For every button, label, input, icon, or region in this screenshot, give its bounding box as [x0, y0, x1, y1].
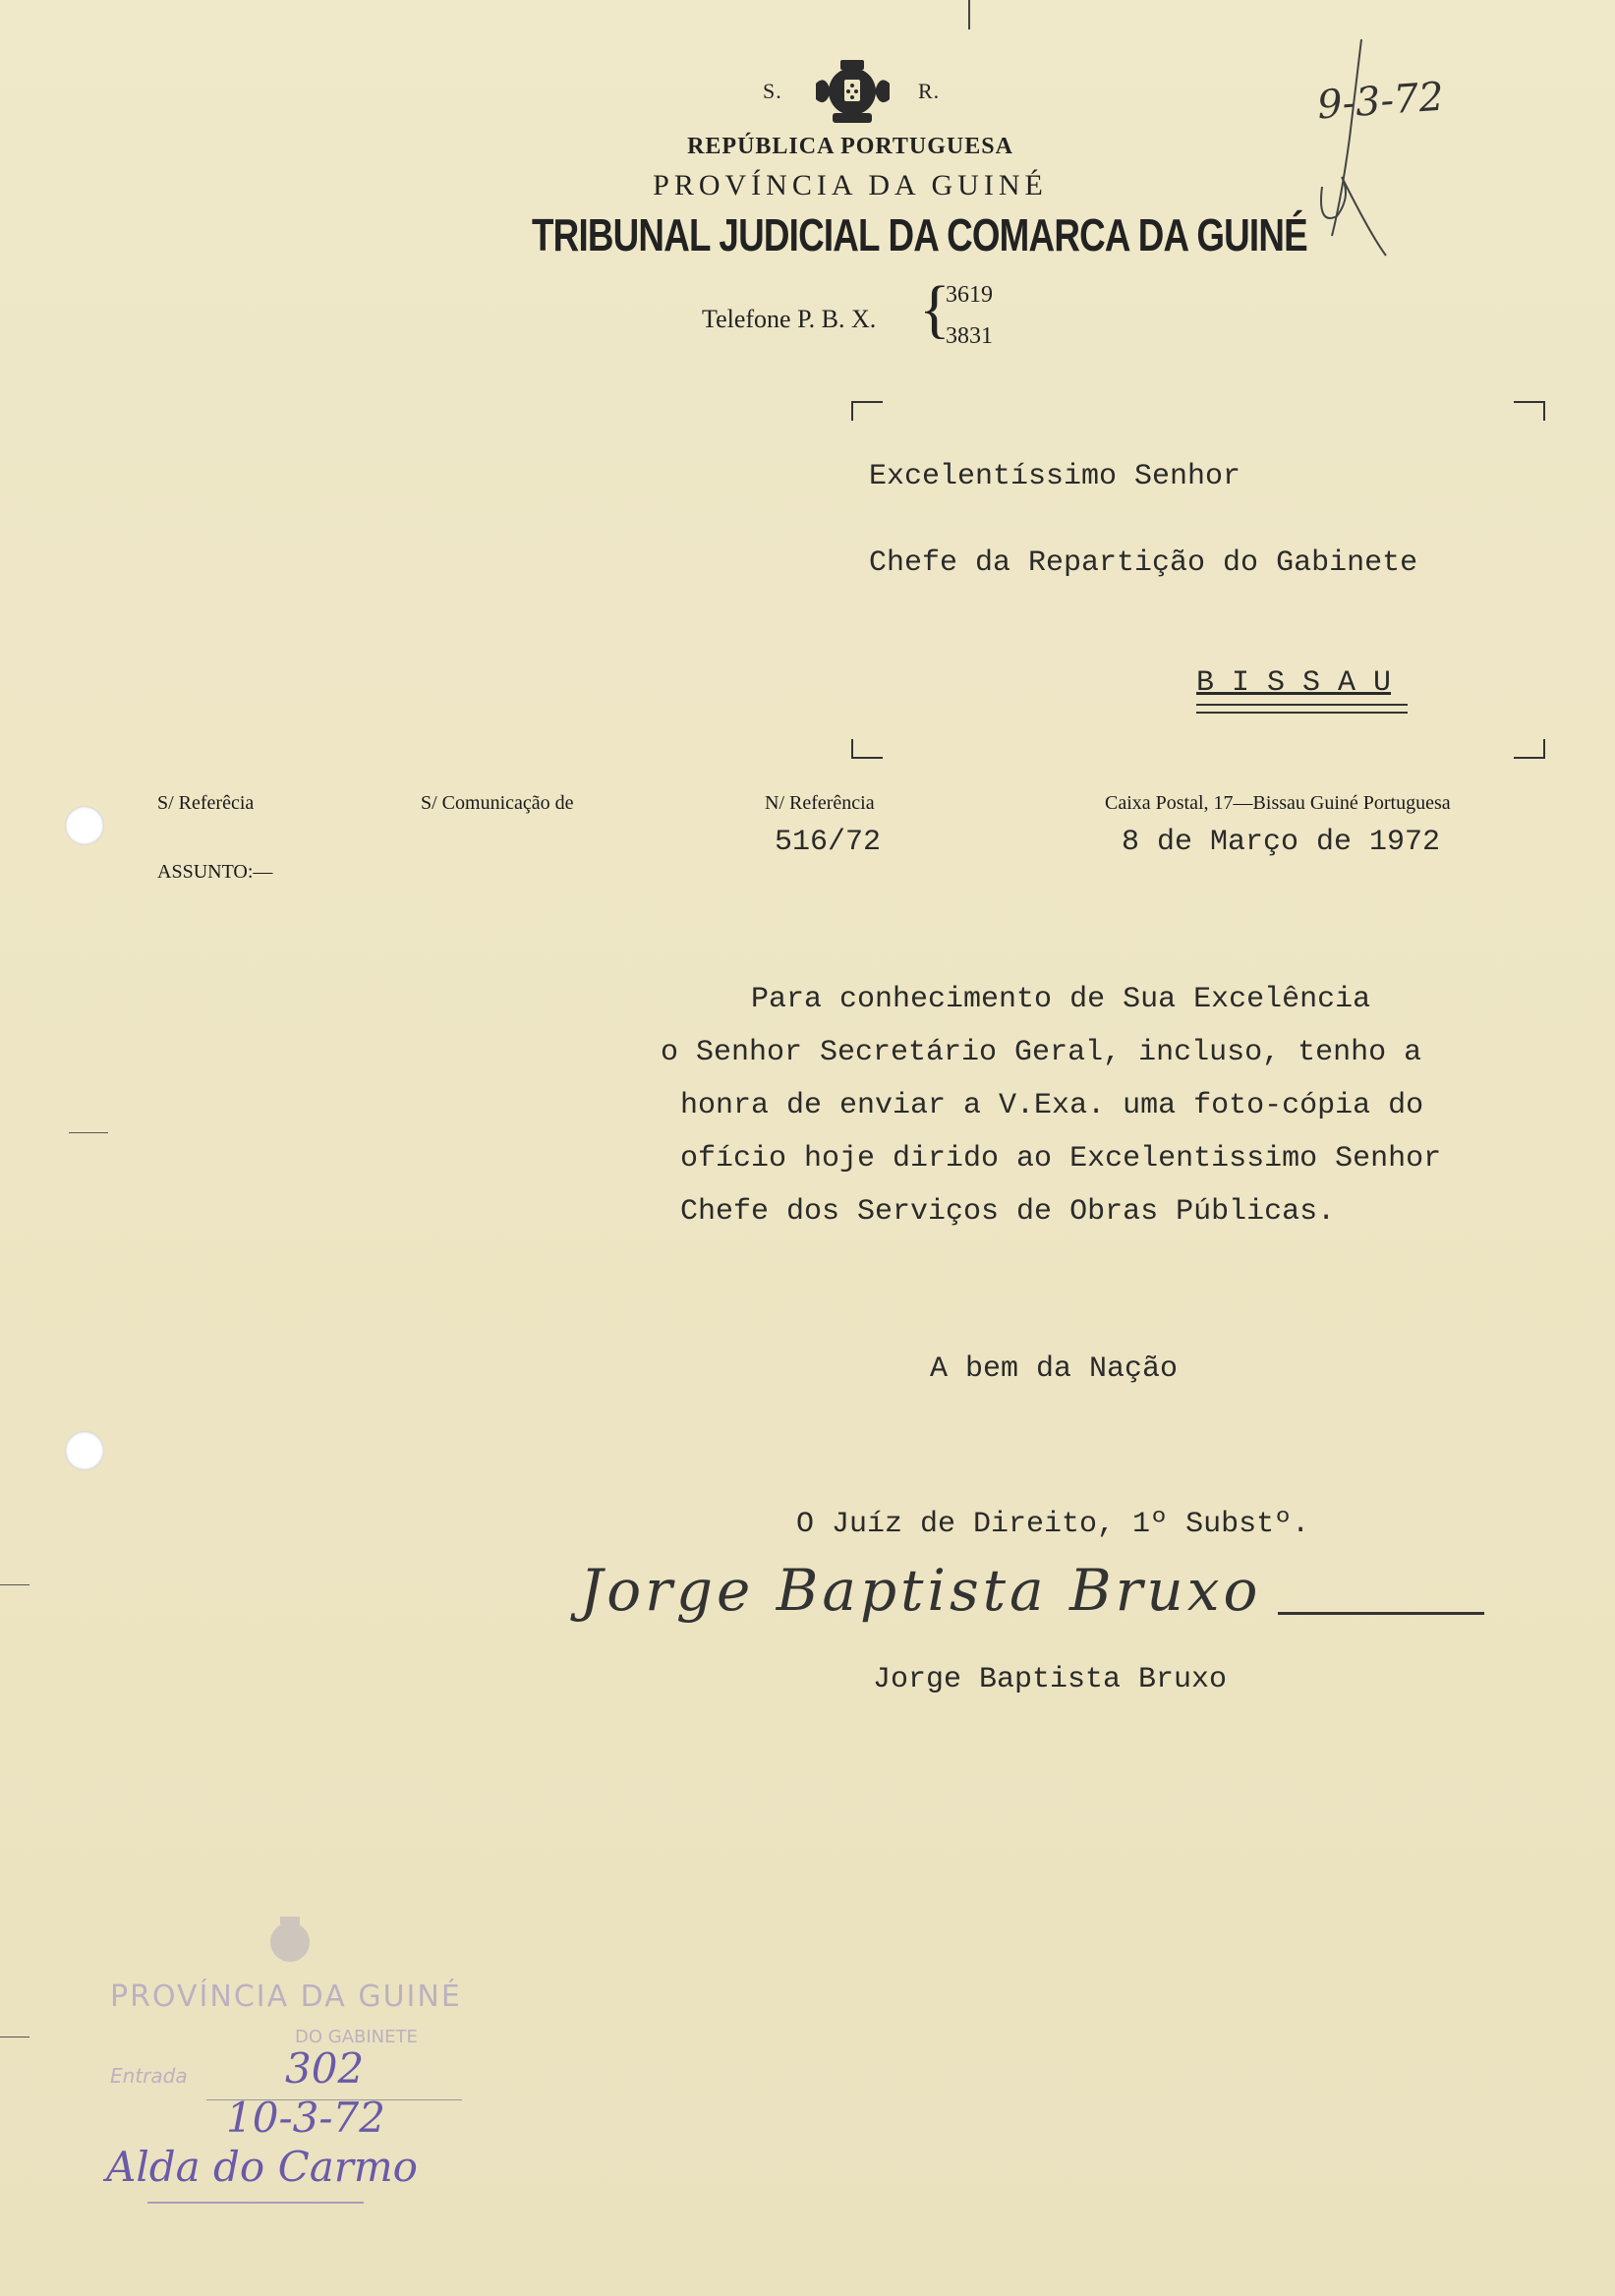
signatory-name: Jorge Baptista Bruxo — [873, 1663, 1228, 1696]
stamp-entry-date: 10-3-72 — [226, 2094, 385, 2142]
assunto-label: ASSUNTO:— — [157, 861, 273, 883]
addressee-city: B I S S A U — [1196, 666, 1392, 700]
coat-of-arms-icon — [811, 54, 894, 128]
punch-hole-top — [65, 806, 104, 845]
margin-tick-2 — [0, 1584, 29, 1585]
letterhead-tribunal: TRIBUNAL JUDICIAL DA COMARCA DA GUINÉ — [532, 209, 1307, 260]
stamp-line-1: PROVÍNCIA DA GUINÉ — [110, 1980, 462, 2014]
address-corner-top-left — [851, 401, 883, 421]
letterhead-republica: REPÚBLICA PORTUGUESA — [687, 134, 1013, 159]
letter-date: 8 de Março de 1972 — [1122, 826, 1441, 859]
margin-initials-mark — [1312, 39, 1411, 265]
n-referencia-value: 516/72 — [775, 826, 882, 859]
body-line-3: honra de enviar a V.Exa. uma foto-cópia do — [680, 1089, 1424, 1122]
stamp-line-2: DO GABINETE — [295, 2027, 418, 2047]
telefone-label: Telefone P. B. X. — [702, 305, 877, 333]
margin-tick-1 — [69, 1132, 108, 1133]
top-tick-mark — [968, 0, 970, 29]
telefone-brace: { — [919, 273, 951, 345]
caixa-postal-label: Caixa Postal, 17—Bissau Guiné Portuguesa — [1105, 792, 1451, 814]
stamp-entry-label: Entrada — [110, 2064, 188, 2088]
n-referencia-label: N/ Referência — [765, 792, 875, 814]
handwritten-signature: Jorge Baptista Bruxo — [580, 1557, 1262, 1624]
margin-tick-3 — [0, 2037, 29, 2038]
letterhead-r: R. — [918, 79, 941, 103]
addressee-line-2: Chefe da Repartição do Gabinete — [869, 546, 1418, 580]
address-corner-top-right — [1514, 401, 1545, 421]
s-comunicacao-label: S/ Comunicação de — [421, 792, 574, 814]
closing-salutation: A bem da Nação — [930, 1352, 1179, 1386]
punch-hole-bottom — [65, 1431, 104, 1470]
stamp-entry-number: 302 — [285, 2044, 365, 2093]
signature-underline — [1278, 1612, 1484, 1615]
signatory-title: O Juíz de Direito, 1º Substº. — [796, 1508, 1310, 1541]
stamp-emblem-icon — [246, 1913, 334, 1972]
address-corner-bottom-right — [1514, 739, 1545, 759]
stamp-bottom-line — [147, 2202, 364, 2204]
letterhead-s: S. — [763, 79, 782, 103]
address-corner-bottom-left — [851, 739, 883, 759]
body-line-2: o Senhor Secretário Geral, incluso, tenho a — [661, 1036, 1422, 1069]
s-referencia-label: S/ Referêcia — [157, 792, 255, 814]
stamp-initials: Alda do Carmo — [106, 2143, 418, 2191]
body-line-1: Para conhecimento de Sua Excelência — [680, 983, 1371, 1016]
telefone-number-2: 3831 — [946, 323, 993, 349]
body-line-5: Chefe dos Serviços de Obras Públicas. — [680, 1195, 1336, 1229]
addressee-city-double-underline — [1196, 704, 1408, 714]
body-line-4: ofício hoje dirido ao Excelentissimo Senhor — [680, 1142, 1442, 1176]
margin-date-note: 9-3-72 — [1315, 74, 1446, 129]
letterhead-provincia: PROVÍNCIA DA GUINÉ — [653, 169, 1048, 201]
addressee-line-1: Excelentíssimo Senhor — [869, 460, 1241, 493]
telefone-number-1: 3619 — [946, 282, 993, 308]
